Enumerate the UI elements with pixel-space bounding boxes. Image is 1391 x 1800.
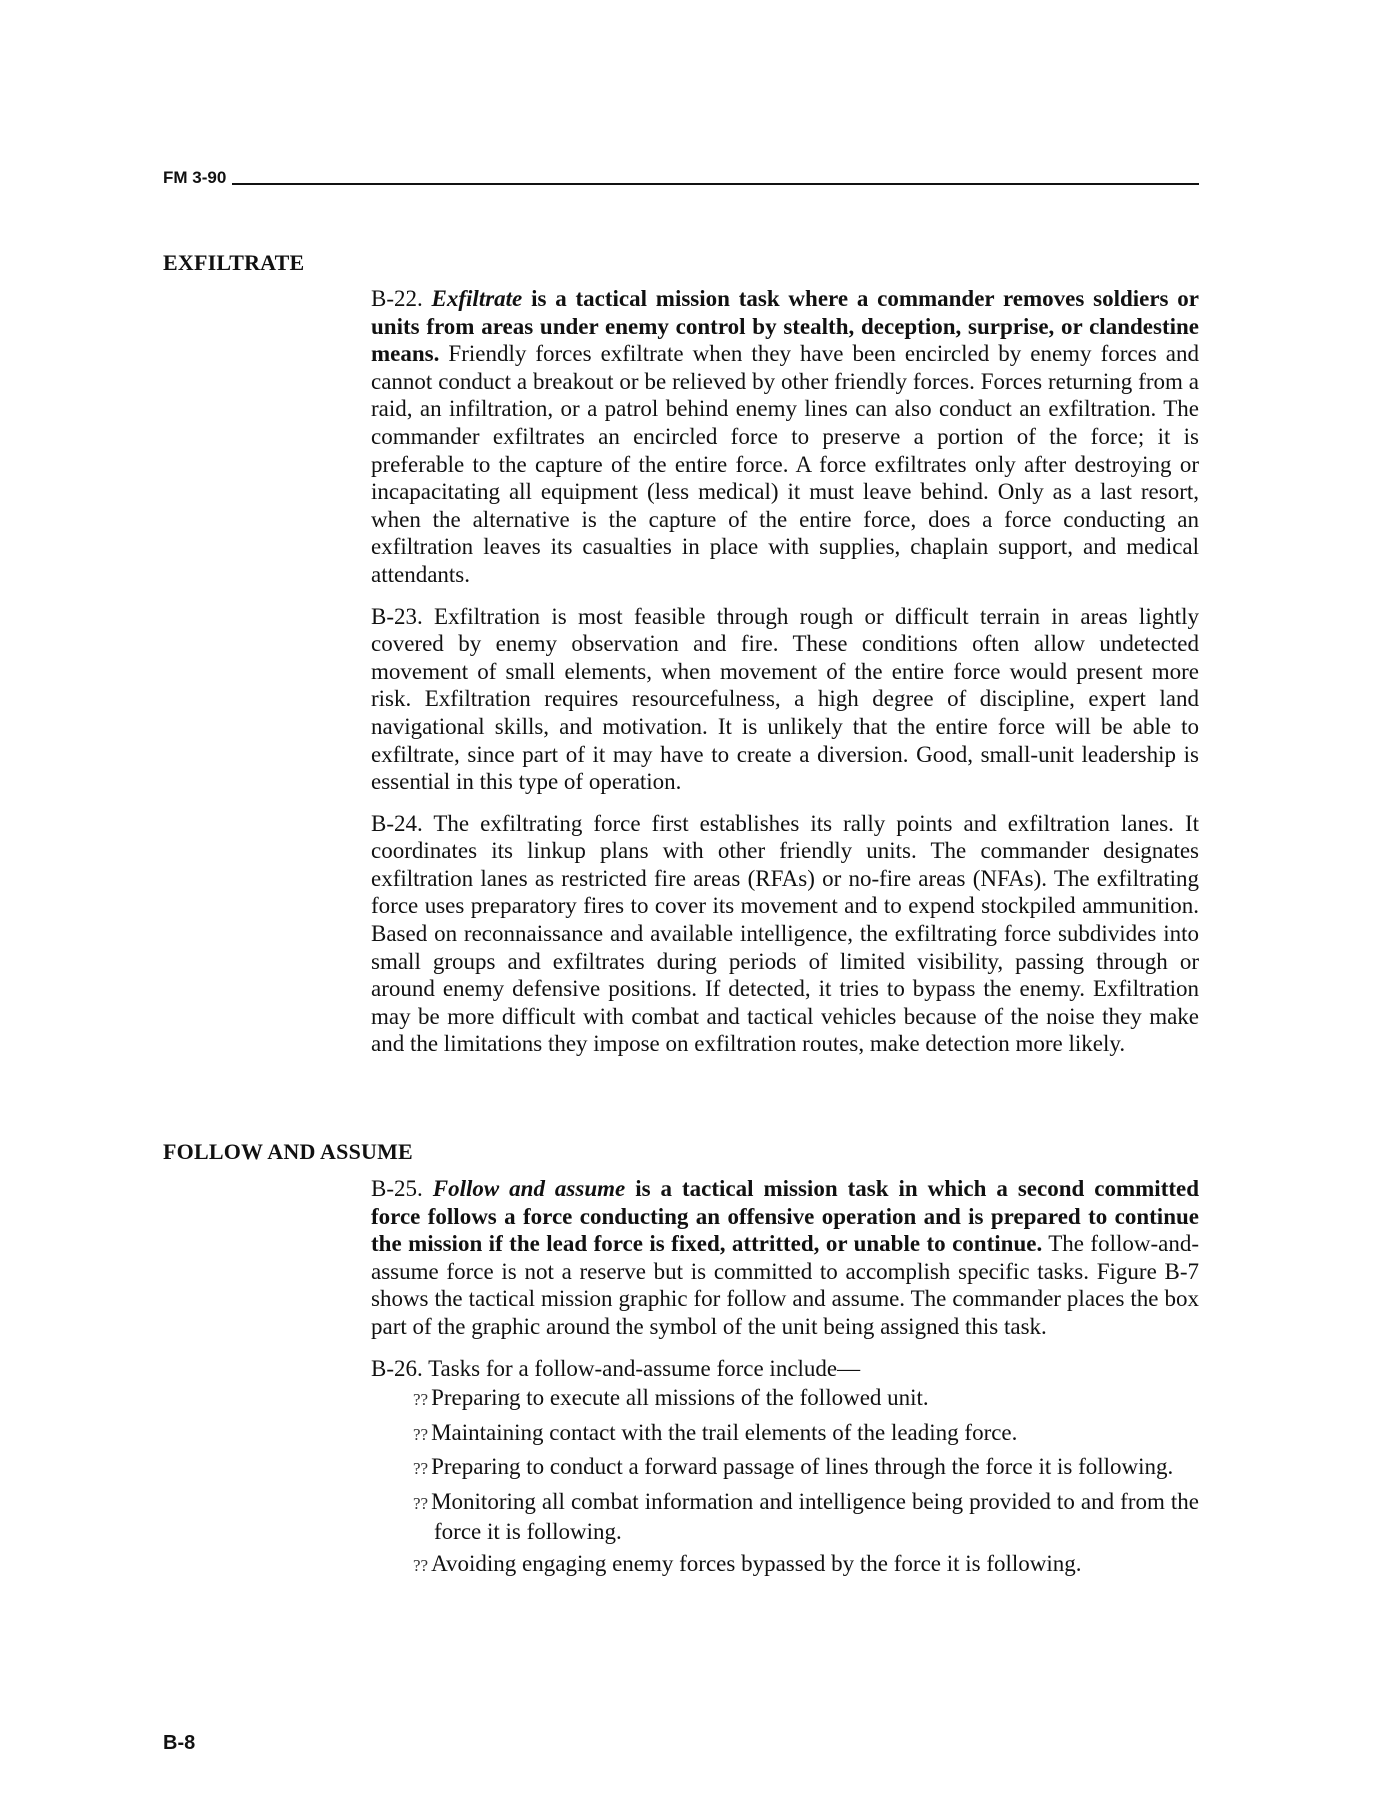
bullet-glyph: ?? [413, 1424, 429, 1444]
list-item-text: Preparing to execute all missions of the followed unit. [431, 1385, 929, 1411]
para-text: Exfiltration is most feasible through rough or difficult terrain in areas lightly covered by enemy observation and fire. These conditions often allow undetected movement of small elements, when movement of the entire force would present more risk. Exfiltration requires resourcefulness, a high degree of discipline, expert land navigational skills, and motivation. It is unlikely that the entire force will be able to exfiltrate, since part of it may have to create a diversion. Good, small-unit leadership is essential in this type of operation. [371, 603, 1199, 795]
list-item-text: Maintaining contact with the trail elements of the leading force. [431, 1419, 1018, 1445]
para-text: Tasks for a follow-and-assume force include— [422, 1355, 861, 1381]
para-number: B-23. [371, 603, 423, 629]
list-item [371, 1453, 1199, 1483]
header-rule [232, 183, 1199, 185]
doc-id: FM 3-90 [163, 168, 227, 187]
definition: is a tactical mission task in which a second committed force follows a force conducting an offensive operation and is prepared to continue the mission if the lead force is fixed, attritted, or unable to continue. [371, 1176, 1200, 1257]
definition: is a tactical mission task where a commander removes soldiers or units from areas under enemy control by stealth, deception, surprise, or clandestine means. [371, 286, 1200, 367]
para-text: Friendly forces exfiltrate when they have been encircled by enemy forces and cannot conduct a breakout or be relieved by other friendly forces. Forces returning from a raid, an infiltration, or a patrol behind enemy lines can also conduct an exfiltration. The commander exfiltrates an encircled force to preserve a portion of the force; it is preferable to the capture of the entire force. A force exfiltrates only after destroying or incapacitating all equipment (less medical) it must leave behind. Only as a last resort, when the alternative is the capture of the entire force, does a force conducting an exfiltration leaves its casualties in place with supplies, chaplain support, and medical attendants. [371, 341, 1199, 587]
bullet-glyph: ?? [413, 1390, 429, 1410]
para-text: The exfiltrating force first establishes its rally points and exfiltration lanes. It coordinates its linkup plans with other friendly units. The commander designates exfiltration lanes as restricted fire areas (RFAs) or no-fire areas (NFAs). The exfiltrating force uses preparatory fires to cover its movement and to expend stockpiled ammunition. Based on reconnaissance and available intelligence, the exfiltrating force subdivides into small groups and exfiltrates during periods of limited visibility, passing through or around enemy defensive positions. If detected, it tries to bypass the enemy. Exfiltration may be more difficult with combat and tactical vehicles because of the noise they make and the limitations they impose on exfiltration routes, make detection more likely. [371, 810, 1199, 1057]
para-text: The follow-and-assume force is not a reserve but is committed to accomplish specific tasks. Figure B-7 shows the tactical mission graphic for follow and assume. The commander places the box part of the graphic around the symbol of the unit being assigned this task. [371, 1231, 1200, 1339]
list-item-text: Monitoring all combat information and intelligence being provided to and from the force it is following. [431, 1488, 1199, 1544]
list-item [371, 1550, 1199, 1580]
bullet-glyph: ?? [413, 1493, 429, 1513]
running-header [163, 168, 1199, 188]
list-item [371, 1384, 1199, 1414]
para-number: B-24. [371, 810, 423, 836]
page-number: B-8 [163, 1732, 196, 1754]
section-body-exfiltrate [371, 285, 1199, 1072]
task-list [371, 1384, 1199, 1580]
list-item-text: Avoiding engaging enemy forces bypassed by the force it is following. [431, 1551, 1082, 1577]
list-item-text: Preparing to conduct a forward passage of lines through the force it is following. [431, 1454, 1174, 1480]
list-item [371, 1419, 1199, 1449]
paragraph-b23 [371, 603, 1199, 796]
defined-term: Exfiltrate [431, 286, 523, 311]
paragraph-b26 [371, 1355, 1199, 1383]
para-number: B-26. [371, 1355, 423, 1381]
para-number: B-25. [371, 1176, 423, 1201]
paragraph-b24 [371, 810, 1199, 1058]
list-item [371, 1488, 1199, 1545]
section-heading-exfiltrate: EXFILTRATE [163, 250, 305, 275]
paragraph-b22 [371, 285, 1199, 589]
bullet-glyph: ?? [413, 1556, 429, 1576]
paragraph-b25 [371, 1175, 1199, 1341]
bullet-glyph: ?? [413, 1459, 429, 1479]
section-heading-follow-and-assume: FOLLOW AND ASSUME [163, 1139, 413, 1164]
section-body-follow-and-assume [371, 1175, 1199, 1585]
para-number: B-22. [371, 286, 423, 311]
defined-term: Follow and assume [432, 1176, 626, 1201]
